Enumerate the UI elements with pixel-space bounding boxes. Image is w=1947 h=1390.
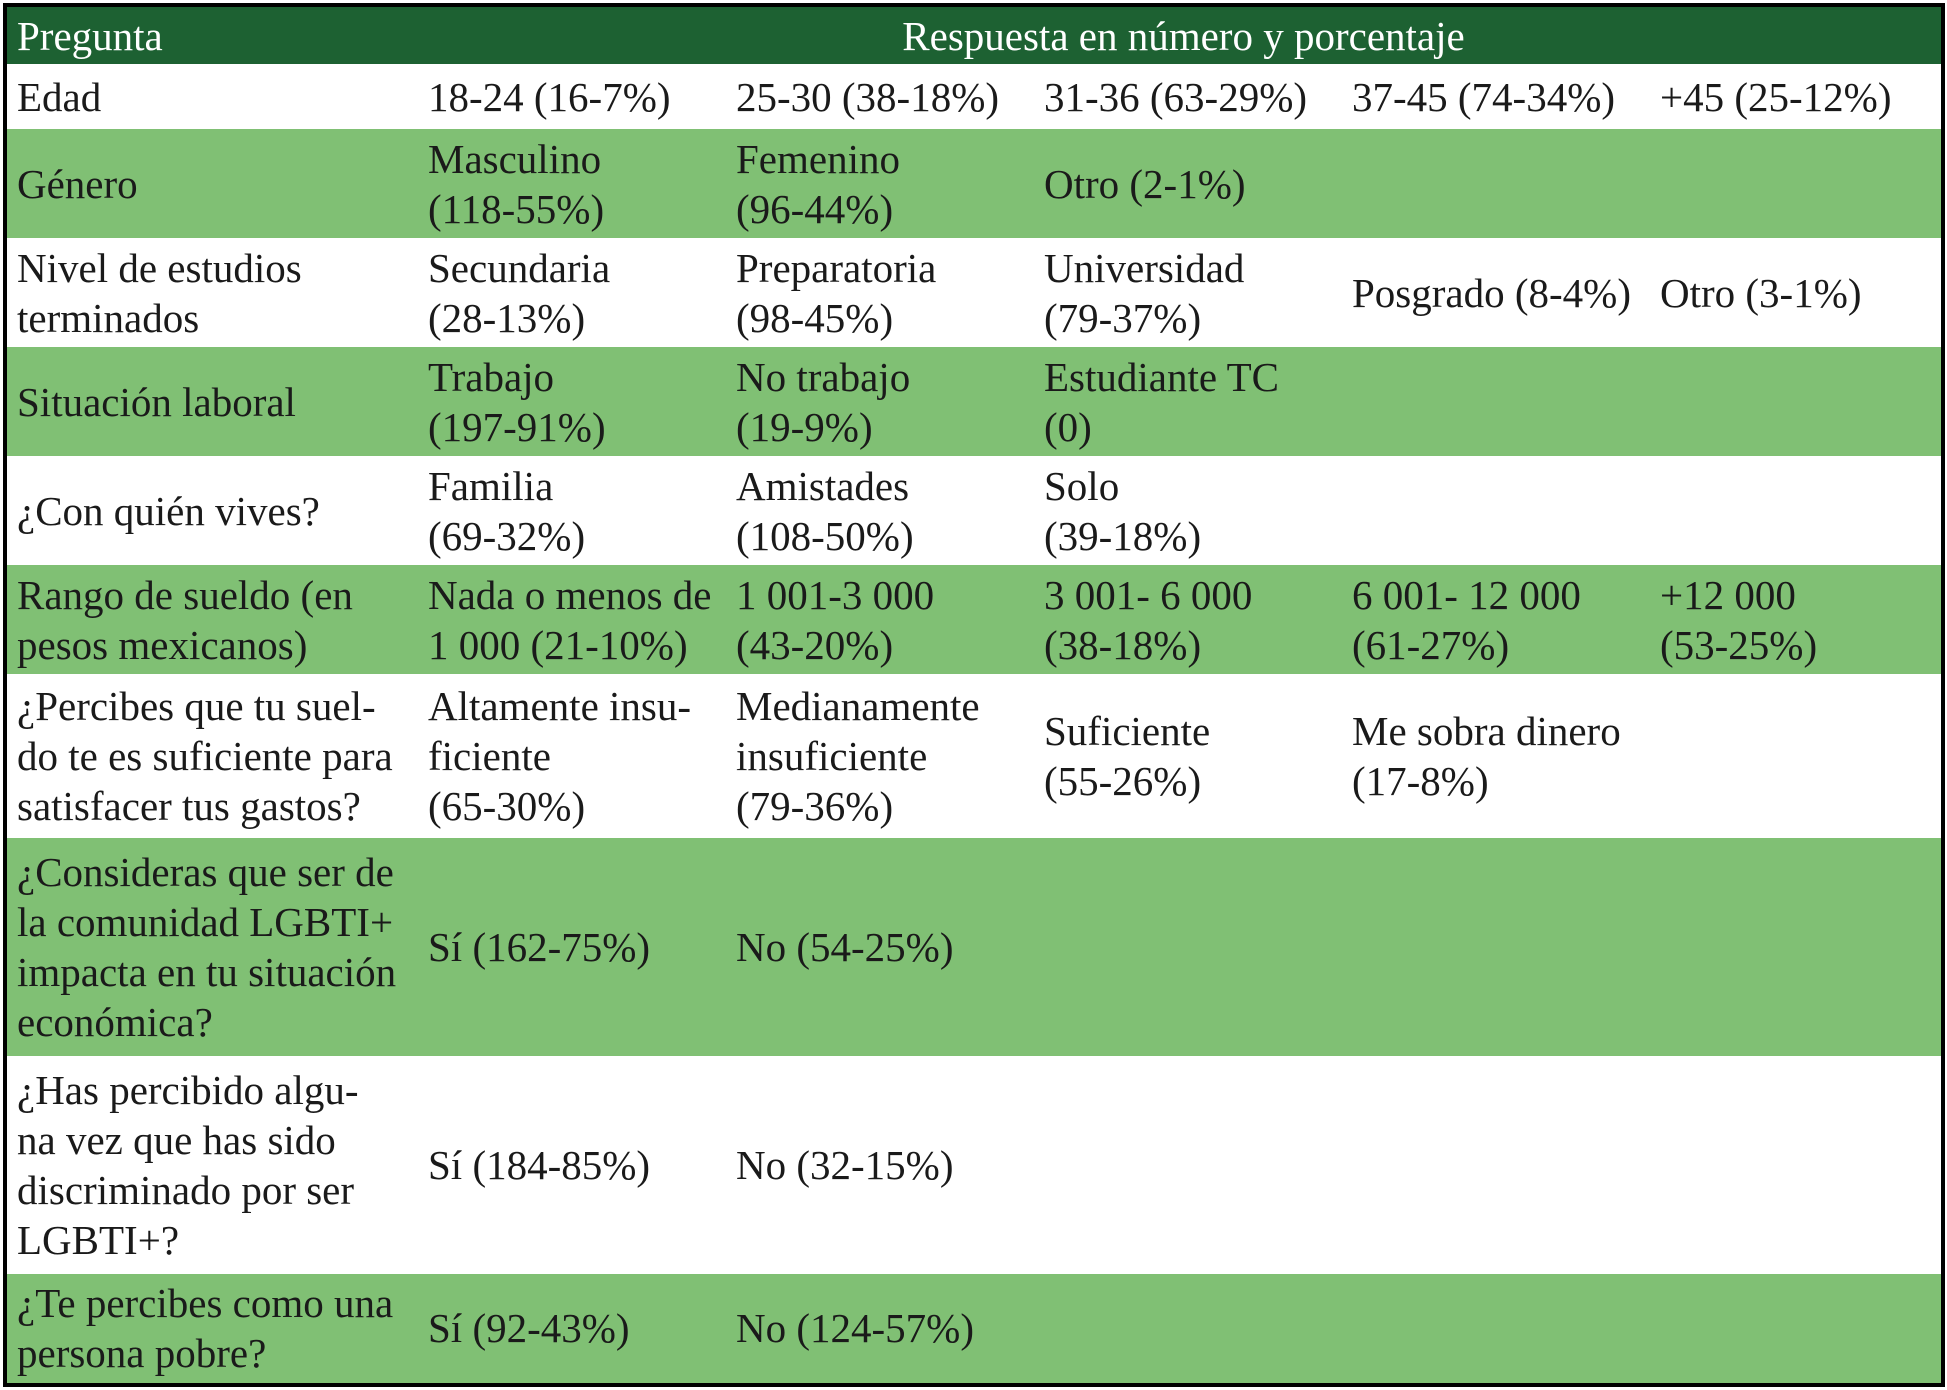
answer-cell [1650, 1056, 1945, 1274]
answer-text-line: (197-91%) [428, 403, 606, 450]
table-row [7, 129, 1945, 238]
question-text-line: ¿Has percibido algu- [17, 1066, 359, 1113]
answer-cell [1342, 1274, 1650, 1383]
table-row [7, 1274, 1945, 1383]
survey-table [7, 7, 1945, 1383]
answer-cell [1650, 129, 1945, 238]
answer-cell [726, 347, 1034, 456]
answer-text-line: (69-32%) [428, 512, 586, 559]
answer-text-line: Altamente insu- [428, 683, 692, 730]
question-text-line: persona pobre? [17, 1330, 267, 1377]
table-row [7, 456, 1945, 565]
question-text-line: ¿Con quién vives? [17, 487, 320, 534]
answer-text-line: Posgrado (8-4%) [1352, 269, 1631, 316]
answer-text-line: Sí (184-85%) [428, 1141, 651, 1188]
answer-text-line: Preparatoria [736, 244, 937, 291]
answer-text-line: Masculino [428, 135, 602, 182]
question-text-line: Género [17, 160, 138, 207]
answer-cell [1650, 674, 1945, 838]
answer-cell [1342, 1056, 1650, 1274]
answer-text-line: Femenino [736, 135, 900, 182]
answer-cell [1342, 64, 1650, 129]
answer-text-line: 25-30 (38-18%) [736, 73, 1000, 120]
question-cell [7, 347, 418, 456]
question-cell [7, 674, 418, 838]
question-cell [7, 1056, 418, 1274]
question-cell [7, 238, 418, 347]
question-column-header: Pregunta [7, 7, 418, 64]
question-text-line: Edad [17, 73, 102, 120]
answer-text-line: (55-26%) [1044, 758, 1202, 805]
question-text-line: satisfacer tus gastos? [17, 783, 361, 830]
answer-cell [1650, 456, 1945, 565]
question-text-line: do te es suficiente para [17, 733, 393, 780]
answer-cell [726, 1274, 1034, 1383]
question-text-line: económica? [17, 998, 213, 1045]
answer-text-line: (17-8%) [1352, 758, 1489, 805]
table-row [7, 64, 1945, 129]
answer-text-line: Sí (162-75%) [428, 923, 651, 970]
answer-text-line: ficiente [428, 733, 551, 780]
answer-text-line: 3 001- 6 000 [1044, 571, 1253, 618]
answer-text-line: (96-44%) [736, 185, 894, 232]
question-cell [7, 1274, 418, 1383]
answer-cell [1034, 456, 1342, 565]
answer-column-header: Respuesta en número y porcentaje [418, 7, 1945, 64]
answer-text-line: Nada o menos de [428, 571, 712, 618]
answer-cell [726, 64, 1034, 129]
answer-cell [1034, 64, 1342, 129]
question-text-line: ¿Consideras que ser de [17, 848, 394, 895]
question-cell [7, 838, 418, 1056]
question-text-line: ¿Te percibes como una [17, 1280, 394, 1327]
answer-text-line: (108-50%) [736, 512, 914, 559]
answer-cell [726, 129, 1034, 238]
answer-cell [1650, 1274, 1945, 1383]
table-row [7, 347, 1945, 456]
answer-cell [1342, 347, 1650, 456]
answer-cell [1342, 565, 1650, 674]
question-text-line: Nivel de estudios [17, 244, 302, 291]
answer-text-line: 1 000 (21-10%) [428, 621, 688, 668]
answer-cell [1342, 456, 1650, 565]
answer-cell [1342, 238, 1650, 347]
answer-cell [1650, 347, 1945, 456]
answer-cell [1342, 838, 1650, 1056]
answer-text-line: Amistades [736, 462, 910, 509]
answer-text-line: Sí (92-43%) [428, 1305, 630, 1352]
header-row [7, 7, 1945, 64]
answer-text-line: (28-13%) [428, 294, 586, 341]
answer-text-line: (0) [1044, 403, 1092, 450]
answer-cell [726, 238, 1034, 347]
answer-text-line: (53-25%) [1660, 621, 1818, 668]
answer-cell [1342, 129, 1650, 238]
answer-cell [1034, 674, 1342, 838]
answer-cell [418, 456, 726, 565]
answer-text-line: 37-45 (74-34%) [1352, 73, 1616, 120]
question-text-line: na vez que has sido [17, 1116, 336, 1163]
answer-cell [1034, 238, 1342, 347]
answer-text-line: (39-18%) [1044, 512, 1202, 559]
answer-text-line: (98-45%) [736, 294, 894, 341]
answer-cell [1034, 1274, 1342, 1383]
answer-cell [1034, 565, 1342, 674]
answer-text-line: No trabajo [736, 353, 911, 400]
table-row [7, 674, 1945, 838]
question-text-line: la comunidad LGBTI+ [17, 898, 394, 945]
answer-cell [1650, 565, 1945, 674]
answer-text-line: (79-37%) [1044, 294, 1202, 341]
answer-text-line: No (54-25%) [736, 923, 954, 970]
answer-cell [1650, 238, 1945, 347]
answer-text-line: Medianamente [736, 683, 980, 730]
answer-cell [418, 129, 726, 238]
answer-cell [418, 565, 726, 674]
answer-text-line: No (124-57%) [736, 1305, 974, 1352]
answer-text-line: 31-36 (63-29%) [1044, 73, 1308, 120]
question-cell [7, 565, 418, 674]
answer-cell [418, 838, 726, 1056]
table-row [7, 238, 1945, 347]
question-cell [7, 456, 418, 565]
answer-cell [726, 838, 1034, 1056]
answer-text-line: (19-9%) [736, 403, 873, 450]
answer-cell [1034, 1056, 1342, 1274]
answer-text-line: Otro (2-1%) [1044, 160, 1246, 207]
answer-cell [1034, 838, 1342, 1056]
question-text-line: ¿Percibes que tu suel- [17, 683, 376, 730]
answer-text-line: (61-27%) [1352, 621, 1510, 668]
answer-cell [1034, 129, 1342, 238]
answer-text-line: (79-36%) [736, 783, 894, 830]
answer-cell [1034, 347, 1342, 456]
answer-text-line: +45 (25-12%) [1660, 73, 1892, 120]
answer-text-line: 1 001-3 000 [736, 571, 935, 618]
answer-cell [726, 565, 1034, 674]
table-row [7, 565, 1945, 674]
question-text-line: discriminado por ser [17, 1166, 355, 1213]
answer-text-line: Familia [428, 462, 554, 509]
answer-text-line: 6 001- 12 000 [1352, 571, 1581, 618]
answer-text-line: (118-55%) [428, 185, 605, 232]
answer-text-line: insuficiente [736, 733, 928, 780]
answer-text-line: Trabajo [428, 353, 555, 400]
answer-text-line: Solo [1044, 462, 1120, 509]
table-row [7, 1056, 1945, 1274]
answer-cell [418, 1274, 726, 1383]
table-body [7, 64, 1945, 1383]
question-text-line: impacta en tu situación [17, 948, 397, 995]
answer-cell [418, 238, 726, 347]
answer-text-line: (43-20%) [736, 621, 894, 668]
answer-text-line: (65-30%) [428, 783, 586, 830]
question-cell [7, 129, 418, 238]
table-row [7, 838, 1945, 1056]
answer-cell [418, 1056, 726, 1274]
question-text-line: Situación laboral [17, 378, 296, 425]
answer-cell [1342, 674, 1650, 838]
answer-cell [726, 674, 1034, 838]
answer-text-line: +12 000 [1660, 571, 1796, 618]
answer-text-line: Suficiente [1044, 708, 1211, 755]
answer-cell [418, 347, 726, 456]
answer-text-line: Secundaria [428, 244, 611, 291]
question-cell [7, 64, 418, 129]
answer-text-line: (38-18%) [1044, 621, 1202, 668]
answer-cell [726, 1056, 1034, 1274]
answer-text-line: No (32-15%) [736, 1141, 954, 1188]
answer-cell [1650, 64, 1945, 129]
answer-text-line: Estudiante TC [1044, 353, 1279, 400]
answer-cell [418, 64, 726, 129]
answer-text-line: Me sobra dinero [1352, 708, 1621, 755]
answer-cell [726, 456, 1034, 565]
answer-text-line: Otro (3-1%) [1660, 269, 1862, 316]
question-text-line: terminados [17, 294, 200, 341]
answer-text-line: Universidad [1044, 244, 1245, 291]
question-text-line: Rango de sueldo (en [17, 571, 353, 618]
answer-text-line: 18-24 (16-7%) [428, 73, 671, 120]
answer-cell [418, 674, 726, 838]
question-text-line: pesos mexicanos) [17, 621, 308, 668]
survey-table-frame [3, 3, 1945, 1387]
answer-cell [1650, 838, 1945, 1056]
question-text-line: LGBTI+? [17, 1216, 180, 1263]
